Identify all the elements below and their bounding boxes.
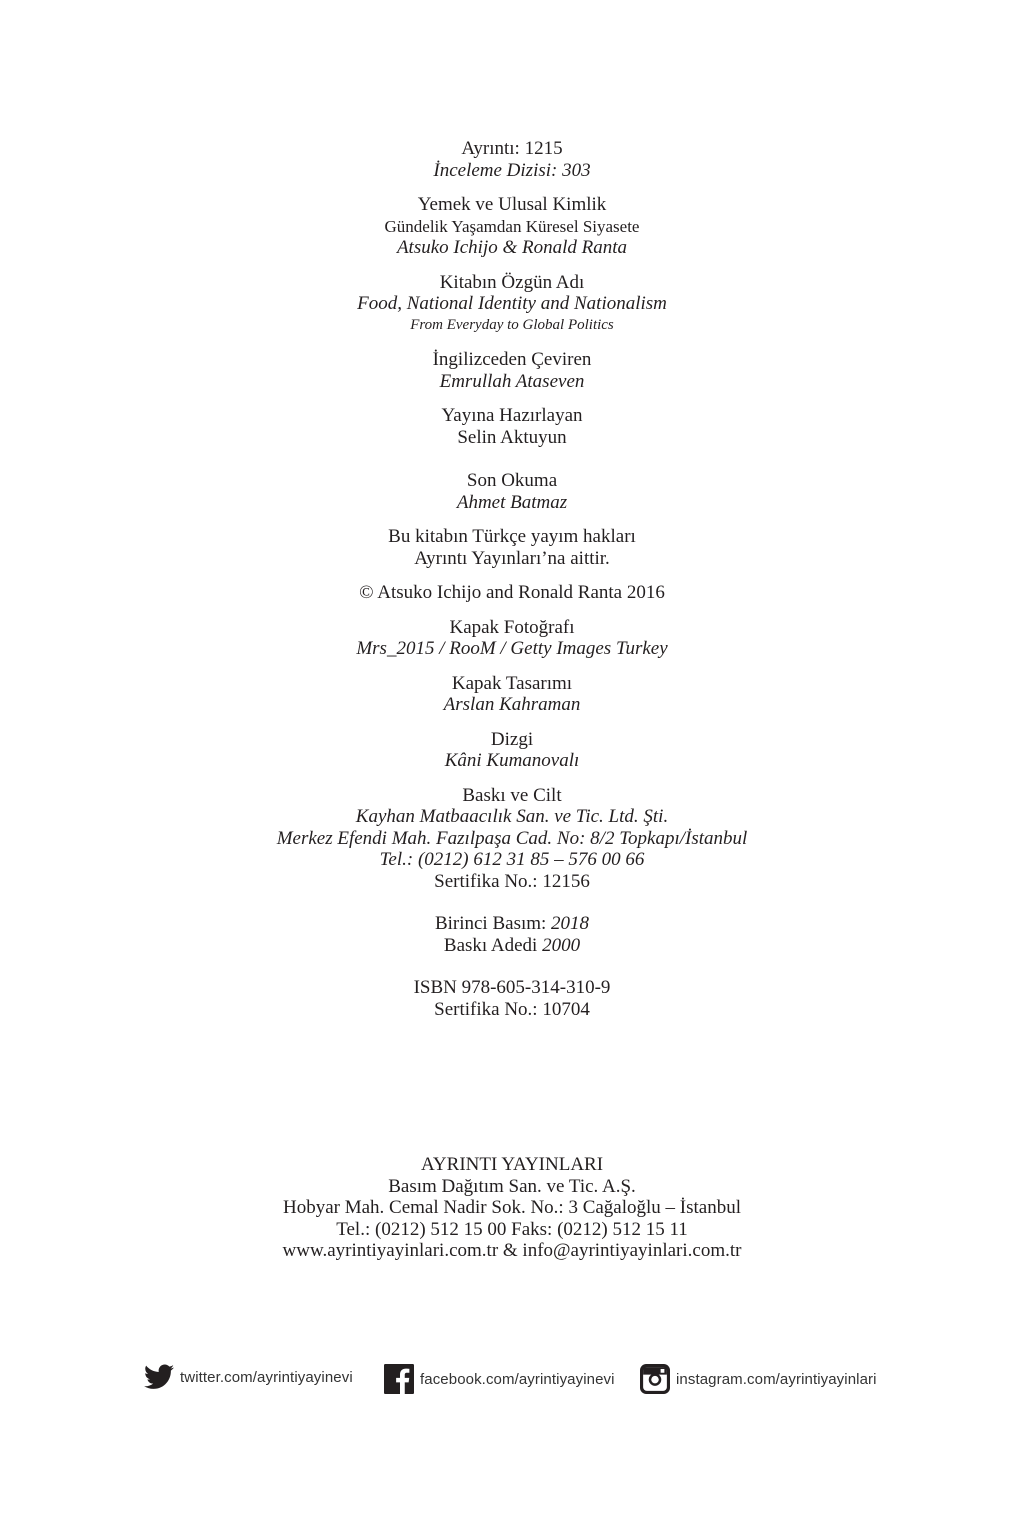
proofreading-label: Son Okuma bbox=[466, 470, 558, 491]
publisher-company: Basım Dağıtım San. ve Tic. A.Ş. bbox=[388, 1175, 636, 1197]
copyright-block bbox=[0, 582, 1024, 604]
first-edition-line bbox=[0, 913, 1024, 935]
print-run-value: 2000 bbox=[542, 934, 581, 956]
twitter-icon bbox=[144, 1364, 174, 1390]
first-edition-label: Birinci Basım: bbox=[434, 913, 547, 934]
rights-line-2: Ayrıntı Yayınları’na aittir. bbox=[414, 547, 610, 569]
printer-address: Merkez Efendi Mah. Fazılpaşa Cad. No: 8/2 Topkapı/İstanbul bbox=[276, 827, 748, 849]
series-info bbox=[0, 138, 1024, 181]
cover-design-label: Kapak Tasarımı bbox=[451, 672, 573, 694]
copyright-line: © Atsuko Ichijo and Ronald Ranta 2016 bbox=[359, 582, 665, 603]
printing-block bbox=[0, 785, 1024, 893]
social-links bbox=[144, 1364, 904, 1404]
imprint-block bbox=[0, 138, 1024, 1033]
original-title: Food, National Identity and Nationalism bbox=[357, 293, 667, 314]
printing-label: Baskı ve Cilt bbox=[462, 784, 562, 806]
original-subtitle: From Everyday to Global Politics bbox=[410, 316, 614, 333]
publisher-web: www.ayrintiyayinlari.com.tr & info@ayrintiyayinlari.com.tr bbox=[282, 1240, 742, 1261]
facebook-link[interactable] bbox=[384, 1364, 615, 1394]
print-run-line bbox=[0, 935, 1024, 957]
original-title-label: Kitabın Özgün Adı bbox=[439, 271, 585, 293]
edition-block bbox=[0, 913, 1024, 956]
isbn-line: ISBN 978-605-314-310-9 bbox=[413, 977, 611, 998]
publisher-certificate: Sertifika No.: 10704 bbox=[434, 998, 590, 1020]
proofreading-block bbox=[0, 470, 1024, 513]
cover-photo-block bbox=[0, 617, 1024, 660]
editor-block bbox=[0, 405, 1024, 448]
book-subtitle: Gündelik Yaşamdan Küresel Siyasete bbox=[384, 216, 640, 236]
translator-block bbox=[0, 349, 1024, 392]
series-number: Ayrıntı: 1215 bbox=[461, 138, 563, 159]
print-run-label: Baskı Adedi bbox=[443, 934, 538, 956]
cover-design-block bbox=[0, 673, 1024, 716]
proofreader-name: Ahmet Batmaz bbox=[456, 491, 568, 513]
publisher-block bbox=[0, 1154, 1024, 1262]
cover-designer-name: Arslan Kahraman bbox=[443, 694, 581, 715]
book-title: Yemek ve Ulusal Kimlik bbox=[417, 194, 607, 215]
printer-certificate: Sertifika No.: 12156 bbox=[434, 870, 590, 892]
cover-photo-label: Kapak Fotoğrafı bbox=[449, 616, 575, 638]
printer-name: Kayhan Matbaacılık San. ve Tic. Ltd. Şti. bbox=[355, 806, 669, 827]
editor-name: Selin Aktuyun bbox=[457, 426, 567, 448]
rights-block bbox=[0, 526, 1024, 569]
instagram-link[interactable] bbox=[640, 1364, 877, 1394]
publisher-address: Hobyar Mah. Cemal Nadir Sok. No.: 3 Cağaloğlu – İstanbul bbox=[282, 1197, 742, 1218]
typesetter-name: Kâni Kumanovalı bbox=[444, 750, 580, 771]
cover-photo-credit: Mrs_2015 / RooM / Getty Images Turkey bbox=[356, 638, 668, 659]
series-name: İnceleme Dizisi: 303 bbox=[433, 159, 591, 181]
isbn-block bbox=[0, 977, 1024, 1020]
facebook-icon bbox=[384, 1364, 414, 1394]
editor-label: Yayına Hazırlayan bbox=[441, 405, 583, 426]
printer-phone: Tel.: (0212) 612 31 85 – 576 00 66 bbox=[379, 849, 645, 870]
typesetting-block bbox=[0, 729, 1024, 772]
first-edition-year: 2018 bbox=[551, 913, 590, 934]
rights-line-1: Bu kitabın Türkçe yayım hakları bbox=[388, 526, 636, 547]
twitter-text: twitter.com/ayrintiyayinevi bbox=[180, 1368, 353, 1386]
instagram-icon bbox=[640, 1364, 670, 1394]
publisher-name: AYRINTI YAYINLARI bbox=[420, 1154, 604, 1175]
typesetting-label: Dizgi bbox=[490, 728, 534, 750]
instagram-text: instagram.com/ayrintiyayinlari bbox=[676, 1370, 877, 1388]
translator-label: İngilizceden Çeviren bbox=[432, 349, 592, 370]
original-title-block bbox=[0, 272, 1024, 337]
facebook-text: facebook.com/ayrintiyayinevi bbox=[420, 1370, 615, 1388]
twitter-link[interactable] bbox=[144, 1364, 353, 1390]
book-authors: Atsuko Ichijo & Ronald Ranta bbox=[396, 237, 628, 258]
translator-name: Emrullah Ataseven bbox=[439, 370, 585, 392]
book-title-block bbox=[0, 194, 1024, 259]
publisher-phone: Tel.: (0212) 512 15 00 Faks: (0212) 512 15 11 bbox=[336, 1218, 688, 1240]
